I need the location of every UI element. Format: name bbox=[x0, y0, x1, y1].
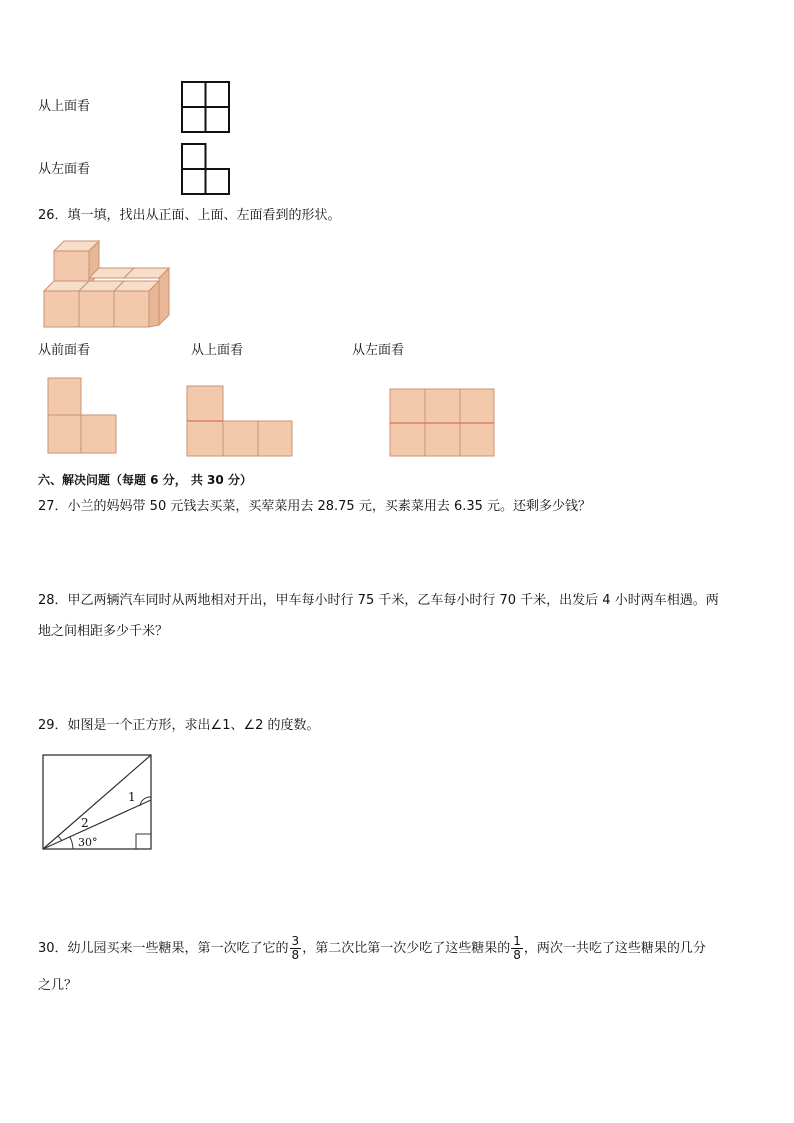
question-27-text: 27．小兰的妈妈带 50 元钱去买菜，买荤菜用去 28.75 元，买素菜用去 6.35 元。还剩多少钱？ bbox=[38, 499, 592, 514]
question-26-text: 26．填一填，找出从正面、上面、左面看到的形状。 bbox=[38, 208, 341, 223]
question-30-part2: ，第二次比第一次少吃了这些糖果的 bbox=[302, 941, 511, 956]
top-view-answer bbox=[186, 385, 294, 459]
angle-1-label: 1 bbox=[128, 790, 136, 804]
question-29-text: 29．如图是一个正方形，求出∠1、∠2 的度数。 bbox=[38, 718, 320, 733]
section-6-title: 六、解决问题（每题 6 分， 共 30 分） bbox=[38, 473, 252, 487]
question-28-line1: 28．甲乙两辆汽车同时从两地相对开出，甲车每小时行 75 千米，乙车每小时行 70 千米，出发后 4 小时两车相遇。两 bbox=[38, 593, 719, 608]
label-front-view: 从前面看 bbox=[38, 343, 91, 358]
top-view-grid bbox=[180, 80, 232, 134]
view-label-top: 从上面看 bbox=[38, 99, 91, 114]
label-left-view: 从左面看 bbox=[352, 343, 405, 358]
left-view-shape bbox=[180, 142, 232, 196]
angle-2-label: 2 bbox=[81, 816, 89, 830]
question-30-line1 bbox=[38, 934, 706, 964]
question-30-part3: ，两次一共吃了这些糖果的几分 bbox=[523, 941, 706, 956]
question-30-part1: 30．幼儿园买来一些糖果，第一次吃了它的 bbox=[38, 941, 289, 956]
fraction-three-eighths: $\frac{3}{8}$ bbox=[291, 934, 300, 962]
square-angle-figure bbox=[40, 752, 156, 852]
question-30-line2: 之几？ bbox=[38, 978, 78, 993]
label-top-view: 从上面看 bbox=[191, 343, 244, 358]
question-28-line2: 地之间相距多少千米？ bbox=[38, 624, 169, 639]
cube-stack-figure bbox=[40, 235, 175, 330]
angle-30-label: 30° bbox=[78, 836, 98, 849]
front-view-answer bbox=[47, 377, 119, 457]
view-label-left: 从左面看 bbox=[38, 162, 91, 177]
left-view-answer bbox=[389, 388, 497, 458]
fraction-one-eighth: $\frac{1}{8}$ bbox=[513, 934, 521, 962]
